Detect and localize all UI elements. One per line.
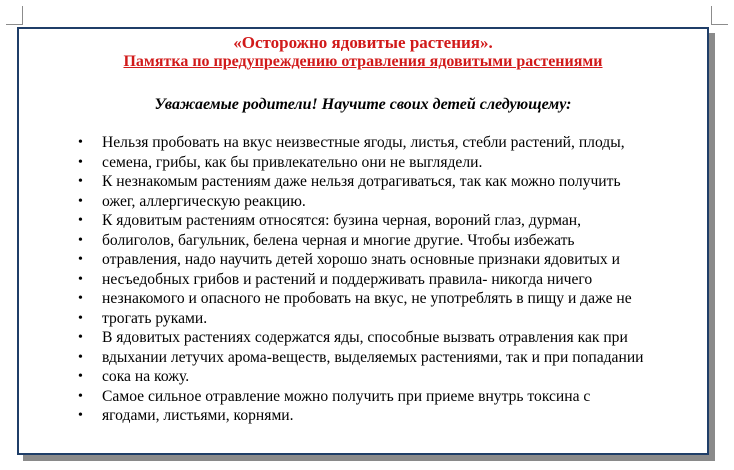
- bullet-icon: •: [78, 388, 83, 404]
- list-item: [19, 192, 707, 212]
- list-item-text: ожег, аллергическую реакцию.: [102, 192, 306, 210]
- list-item: [19, 270, 707, 290]
- bullet-icon: •: [78, 135, 83, 150]
- list-item: [19, 133, 707, 153]
- memo-content: [19, 29, 707, 453]
- list-item-text: семена, грибы, как бы привлекательно они не выглядели.: [102, 153, 483, 171]
- list-item-text: В ядовитых растениях содержатся яды, способные вызвать отравления как при: [102, 329, 628, 346]
- list-item-text: Самое сильное отравление можно получить при приеме внутрь токсина с: [102, 387, 591, 405]
- bullet-icon: •: [78, 369, 83, 384]
- list-item-text: К незнакомым растениям даже нельзя дотрагиваться, так как можно получить: [102, 173, 621, 190]
- list-item-text: болиголов, багульник, белена черная и многие другие. Чтобы избежать: [102, 231, 575, 249]
- list-item-text: ягодами, листьями, корнями.: [102, 407, 294, 424]
- list-item: [19, 289, 707, 309]
- list-item: [19, 153, 707, 173]
- bullet-icon: •: [78, 291, 83, 306]
- bullet-icon: •: [78, 252, 83, 267]
- list-item-text: отравления, надо научить детей хорошо знать основные признаки ядовитых и: [102, 251, 620, 268]
- list-item-text: незнакомого и опасного не пробовать на вкус, не употреблять в пищу и даже не: [102, 290, 632, 307]
- bullet-icon: •: [78, 193, 83, 209]
- bullet-icon: •: [78, 154, 83, 170]
- list-item: [19, 250, 707, 270]
- crop-mark-top-left: [6, 6, 23, 25]
- list-item: [19, 406, 707, 426]
- memo-subtitle: Памятка по предупреждению отравления ядовитыми растениями: [123, 53, 603, 70]
- memo-title: «Осторожно ядовитые растения».: [233, 33, 493, 52]
- list-item: [19, 211, 707, 231]
- list-item: [19, 231, 707, 251]
- bullet-icon: •: [78, 310, 83, 326]
- crop-mark-top-right: [711, 6, 728, 25]
- list-item: [19, 348, 707, 368]
- list-item: [19, 367, 707, 387]
- list-item: [19, 328, 707, 348]
- bullet-list: [19, 133, 707, 426]
- memo-frame: [17, 27, 709, 455]
- list-item-text: сока на кожу.: [102, 368, 190, 385]
- bullet-icon: •: [78, 349, 83, 365]
- list-item: [19, 172, 707, 192]
- bullet-icon: •: [78, 408, 83, 423]
- bullet-icon: •: [78, 174, 83, 189]
- list-item-text: Нельзя пробовать на вкус неизвестные ягоды, листья, стебли растений, плоды,: [102, 134, 625, 151]
- bullet-icon: •: [78, 213, 83, 228]
- list-item: [19, 309, 707, 329]
- bullet-icon: •: [78, 232, 83, 248]
- list-item-text: вдыхании летучих арома-веществ, выделяемых растениями, так и при попадании: [102, 348, 644, 366]
- list-item-text: К ядовитым растениям относятся: бузина черная, вороний глаз, дурман,: [102, 212, 581, 229]
- list-item: [19, 387, 707, 407]
- list-item-text: несъедобных грибов и растений и поддерживать правила- никогда ничего: [102, 270, 593, 288]
- list-item-text: трогать руками.: [102, 309, 208, 327]
- bullet-icon: •: [78, 271, 83, 287]
- bullet-icon: •: [78, 330, 83, 345]
- greeting-line: Уважаемые родители! Научите своих детей следующему:: [154, 96, 572, 113]
